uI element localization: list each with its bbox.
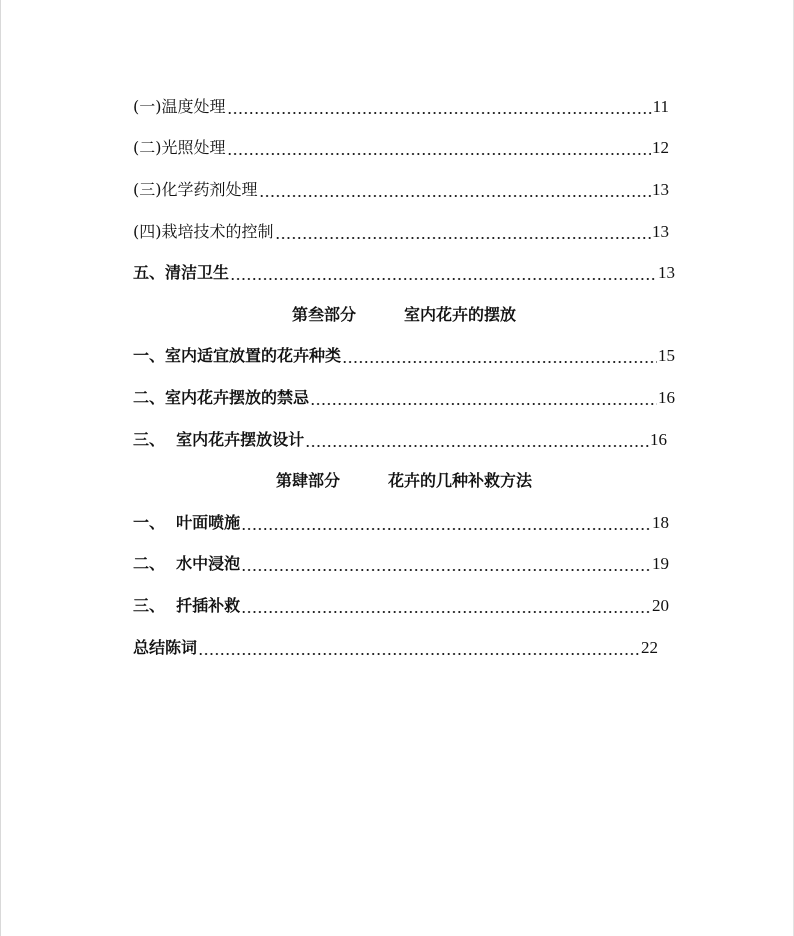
- section-heading-part4: [133, 460, 675, 502]
- toc-entry-label: 三、 室内花卉摆放设计: [133, 429, 305, 449]
- dot-leader: [275, 224, 652, 240]
- dot-leader: [310, 390, 657, 406]
- toc-entry-page: 16: [658, 387, 675, 407]
- toc-entry-label: 一、室内适宜放置的花卉种类: [133, 346, 342, 366]
- dot-leader: [241, 598, 651, 614]
- dot-leader: [198, 640, 640, 656]
- toc-entry-chemical[interactable]: [133, 169, 669, 211]
- page-edge-left: [0, 0, 1, 936]
- section-part-number: 第肆部分: [275, 471, 340, 491]
- toc-entry-label: 五、清洁卫生: [133, 263, 230, 283]
- dot-leader: [342, 348, 657, 364]
- dot-leader: [241, 515, 651, 531]
- toc-entry-label: 三、 扦插补救: [133, 595, 241, 615]
- toc-entry-page: 19: [652, 554, 669, 574]
- section-heading-part3: [133, 294, 675, 336]
- toc-entry-taboos[interactable]: [133, 377, 675, 419]
- toc-entry-foliar-spray[interactable]: [133, 502, 669, 544]
- toc-entry-light[interactable]: [133, 128, 669, 170]
- section-title: 室内花卉的摆放: [404, 304, 517, 324]
- toc-entry-label: (三)化学药剂处理: [133, 179, 258, 199]
- toc-entry-page: 13: [658, 263, 675, 283]
- toc-entry-page: 22: [641, 637, 658, 657]
- toc-entry-page: 15: [658, 346, 675, 366]
- toc-entry-suitable-flowers[interactable]: [133, 336, 675, 378]
- toc-entry-page: 11: [652, 96, 669, 116]
- toc-entry-hygiene[interactable]: [133, 252, 675, 294]
- toc-entry-label: (一)温度处理: [133, 96, 226, 116]
- toc-entry-design[interactable]: [133, 419, 667, 461]
- toc-entry-label: 一、 叶面喷施: [133, 512, 241, 532]
- toc-entry-page: 20: [652, 595, 669, 615]
- toc-entry-page: 16: [650, 429, 667, 449]
- section-part-number: 第叁部分: [291, 304, 356, 324]
- toc-entry-water-soak[interactable]: [133, 544, 669, 586]
- toc-entry-page: 13: [652, 179, 669, 199]
- toc-entry-label: (四)栽培技术的控制: [133, 221, 274, 241]
- dot-leader: [241, 556, 651, 572]
- section-title: 花卉的几种补救方法: [388, 471, 533, 491]
- toc-entry-temperature[interactable]: [133, 86, 669, 128]
- dot-leader: [305, 432, 649, 448]
- toc-entry-page: 18: [652, 512, 669, 532]
- toc-entry-page: 13: [652, 221, 669, 241]
- table-of-contents: [133, 86, 673, 668]
- dot-leader: [227, 140, 652, 156]
- toc-entry-label: 总结陈词: [133, 637, 198, 657]
- toc-entry-label: 二、 水中浸泡: [133, 554, 241, 574]
- toc-entry-label: (二)光照处理: [133, 138, 226, 158]
- toc-entry-label: 二、室内花卉摆放的禁忌: [133, 387, 310, 407]
- toc-entry-cultivation[interactable]: [133, 211, 669, 253]
- toc-entry-cutting[interactable]: [133, 585, 669, 627]
- dot-leader: [230, 265, 657, 281]
- toc-entry-conclusion[interactable]: [133, 627, 658, 669]
- dot-leader: [259, 182, 652, 198]
- toc-entry-page: 12: [652, 138, 669, 158]
- dot-leader: [227, 99, 652, 115]
